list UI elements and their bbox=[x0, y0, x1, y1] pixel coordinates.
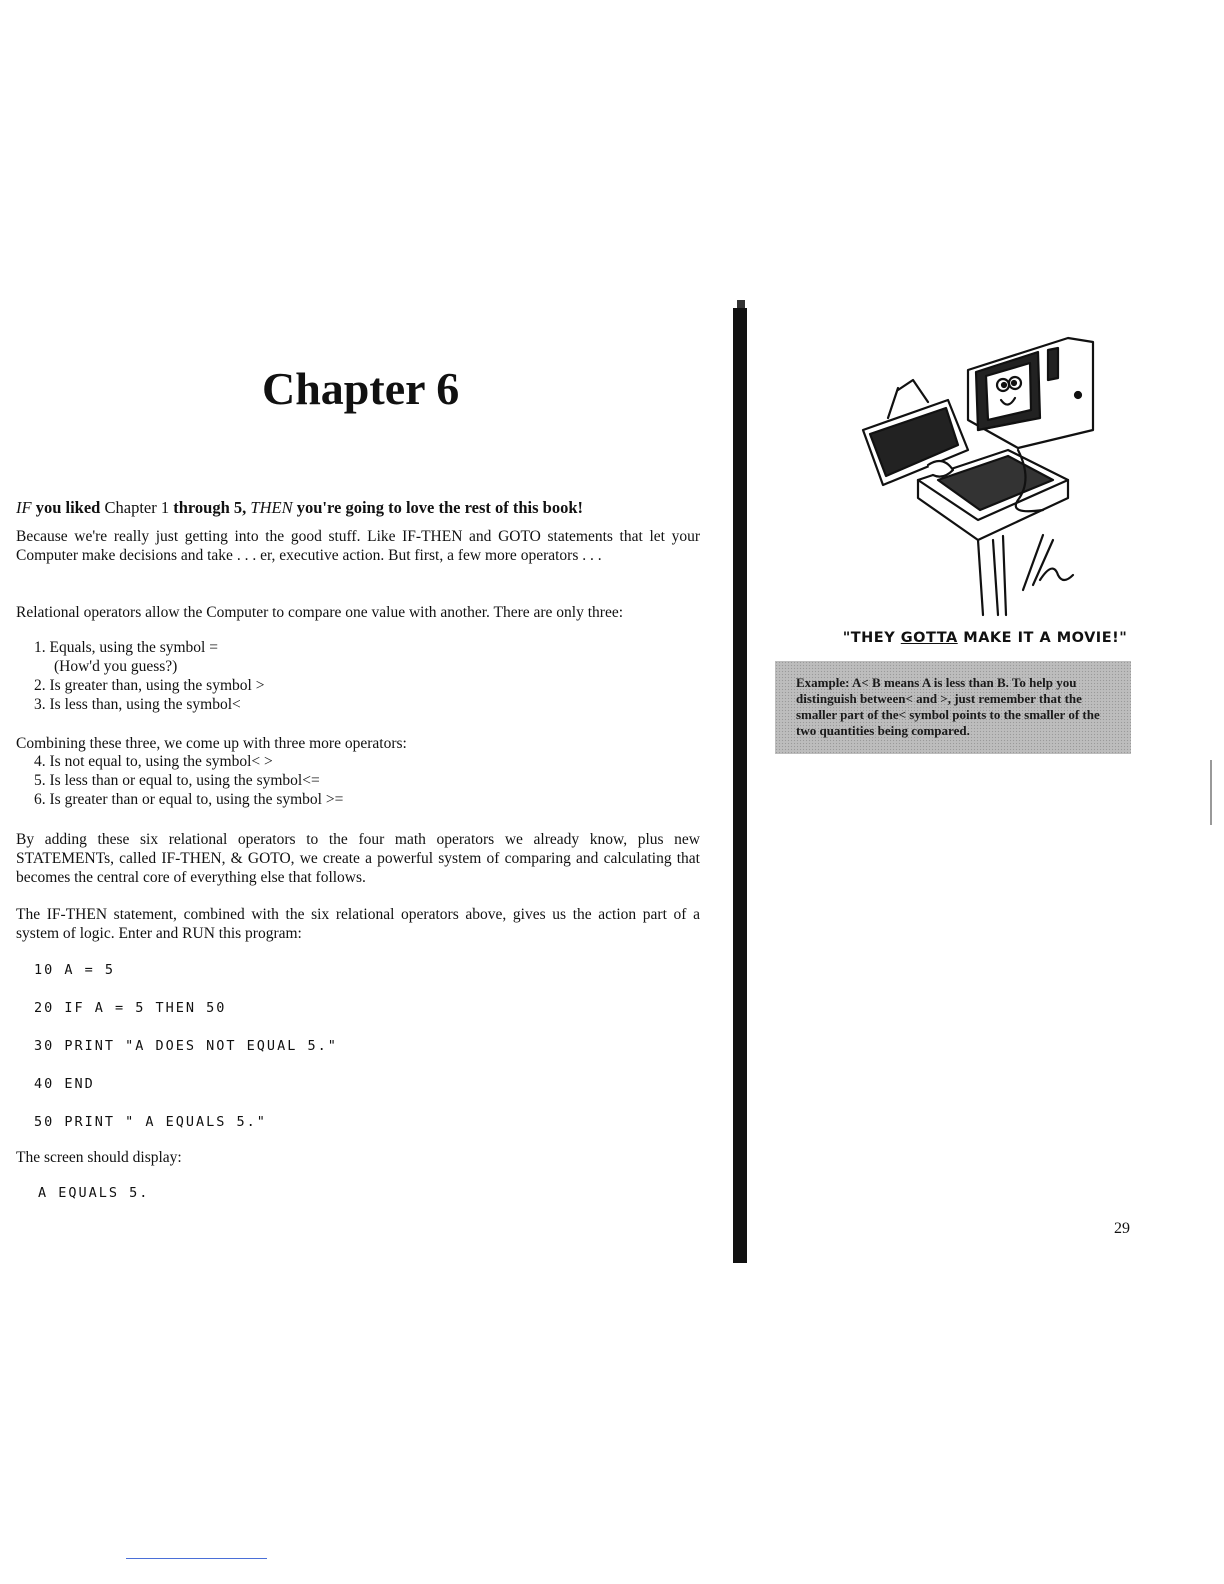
paragraph-2: Relational operators allow the Computer to compare one value with another. There are only three: bbox=[16, 604, 624, 621]
paragraph-3: Combining these three, we come up with three more operators: bbox=[16, 735, 407, 752]
caption-underlined: GOTTA bbox=[900, 630, 958, 646]
page-divider bbox=[733, 308, 747, 1263]
paragraph-4: By adding these six relational operators to the four math operators we already know, plus new STATEMENTs, called IF-THEN, & GOTO, we create a powerful system of comparing and calculating that becomes the central core of everything else that follows. bbox=[16, 831, 700, 886]
page-number: 29 bbox=[1114, 1220, 1130, 1237]
example-text: Example: A< B means A is less than B. To help you distinguish between< and >, just remember that the smaller part of the< symbol points to the smaller of the two quantities being compared. bbox=[796, 675, 1100, 738]
intro-part4: you're going to love the rest of this book! bbox=[292, 498, 584, 517]
code-line-20: 20 IF A = 5 THEN 50 bbox=[34, 1000, 227, 1016]
footer-rule bbox=[126, 1558, 267, 1559]
intro-then: THEN bbox=[250, 498, 293, 517]
list-item-6: 6. Is greater than or equal to, using the symbol >= bbox=[34, 791, 344, 808]
computer-cartoon-illustration bbox=[858, 330, 1098, 630]
code-line-50: 50 PRINT " A EQUALS 5." bbox=[34, 1114, 267, 1130]
cartoon-caption bbox=[800, 630, 1170, 646]
caption-post: MAKE IT A MOVIE!" bbox=[957, 630, 1128, 646]
list-item-5: 5. Is less than or equal to, using the symbol<= bbox=[34, 772, 320, 789]
page-edge-mark bbox=[1210, 760, 1212, 825]
list-item-3: 3. Is less than, using the symbol< bbox=[34, 696, 241, 713]
intro-part1: you liked bbox=[31, 498, 105, 517]
paragraph-1: Because we're really just getting into the good stuff. Like IF-THEN and GOTO statements that let your Computer make decisions and take . . . er, executive action. But first, a few more operators . . . bbox=[16, 528, 700, 564]
caption-pre: "THEY bbox=[842, 630, 901, 646]
screen-output: A EQUALS 5. bbox=[38, 1185, 150, 1201]
code-line-30: 30 PRINT "A DOES NOT EQUAL 5." bbox=[34, 1038, 338, 1054]
intro-line bbox=[16, 498, 700, 517]
paragraph-6: The screen should display: bbox=[16, 1149, 182, 1166]
intro-part2: Chapter 1 bbox=[104, 498, 170, 517]
list-item-1-note: (How'd you guess?) bbox=[54, 658, 178, 675]
list-item-1: 1. Equals, using the symbol = bbox=[34, 639, 218, 656]
intro-part3: through 5, bbox=[169, 498, 251, 517]
paragraph-5: The IF-THEN statement, combined with the six relational operators above, gives us the action part of a system of logic. Enter and RUN this program: bbox=[16, 906, 700, 942]
intro-if: IF bbox=[16, 498, 32, 517]
code-line-10: 10 A = 5 bbox=[34, 962, 116, 978]
list-item-4: 4. Is not equal to, using the symbol< > bbox=[34, 753, 273, 770]
list-item-2: 2. Is greater than, using the symbol > bbox=[34, 677, 265, 694]
chapter-title: Chapter 6 bbox=[262, 363, 460, 414]
code-line-40: 40 END bbox=[34, 1076, 95, 1092]
example-callout bbox=[775, 661, 1131, 754]
